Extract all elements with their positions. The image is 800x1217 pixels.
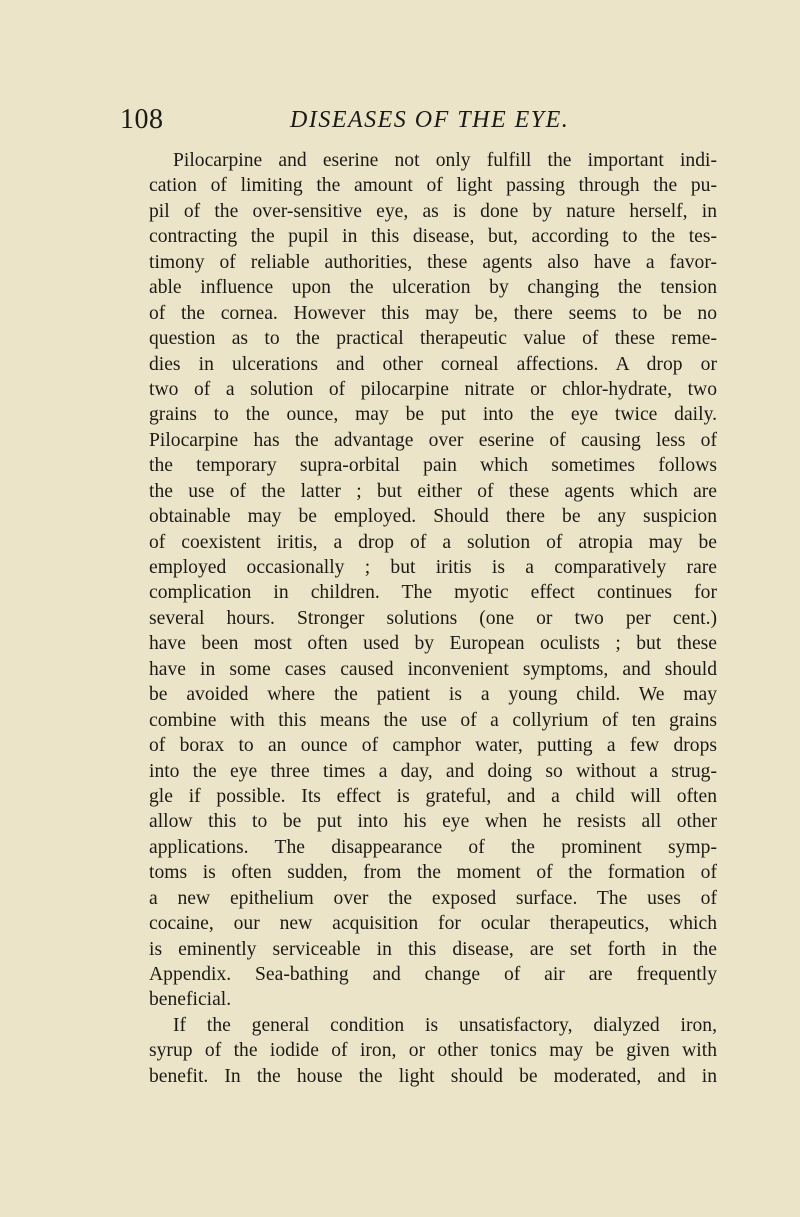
text-line: Pilocarpine has the advantage over eserine of causing less of (149, 429, 717, 451)
text-line: of the cornea. However this may be, there seems to be no (149, 302, 717, 324)
text-line: beneficial. (149, 989, 232, 1011)
text-line: of coexistent iritis, a drop of a solution of atropia may be (149, 531, 717, 553)
body-text (149, 148, 717, 1089)
text-line: the use of the latter ; but either of these agents which are (149, 480, 717, 502)
text-line: cation of limiting the amount of light passing through the pu- (149, 175, 717, 197)
text-line: toms is often sudden, from the moment of the formation of (149, 862, 717, 884)
text-line: obtainable may be employed. Should there be any suspicion (149, 506, 717, 528)
text-line: benefit. In the house the light should be moderated, and in (149, 1065, 717, 1087)
text-line: two of a solution of pilocarpine nitrate or chlor-hydrate, two (149, 378, 717, 400)
text-line: complication in children. The myotic effect continues for (149, 582, 717, 604)
text-line: applications. The disappearance of the prominent symp- (149, 836, 717, 858)
text-line: pil of the over-sensitive eye, as is done by nature herself, in (149, 200, 717, 222)
text-line: dies in ulcerations and other corneal affections. A drop or (149, 353, 717, 375)
text-line: into the eye three times a day, and doing so without a strug- (149, 760, 717, 782)
text-line: combine with this means the use of a collyrium of ten grains (149, 709, 717, 731)
text-line: a new epithelium over the exposed surface. The uses of (149, 887, 717, 909)
text-line: gle if possible. Its effect is grateful, and a child will often (149, 785, 717, 807)
text-line: be avoided where the patient is a young child. We may (149, 684, 717, 706)
text-line: syrup of the iodide of iron, or other tonics may be given with (149, 1040, 717, 1062)
text-line: the temporary supra-orbital pain which sometimes follows (149, 455, 717, 477)
text-line: question as to the practical therapeutic value of these reme- (149, 328, 717, 350)
text-line: have in some cases caused inconvenient symptoms, and should (149, 658, 717, 680)
text-line: have been most often used by European oculists ; but these (149, 633, 717, 655)
text-line: cocaine, our new acquisition for ocular therapeutics, which (149, 913, 717, 935)
page-number: 108 (120, 104, 164, 135)
text-line: If the general condition is unsatisfactory, dialyzed iron, (173, 1014, 717, 1036)
running-head (120, 100, 740, 140)
text-line: able influence upon the ulceration by changing the tension (149, 277, 717, 299)
text-line: Pilocarpine and eserine not only fulfill the important indi- (173, 150, 717, 171)
text-line: grains to the ounce, may be put into the eye twice daily. (149, 404, 717, 426)
text-line: Appendix. Sea-bathing and change of air are frequently (149, 964, 717, 985)
text-line: contracting the pupil in this disease, but, according to the tes- (149, 226, 717, 248)
text-line: timony of reliable authorities, these agents also have a favor- (149, 251, 717, 273)
paragraph-2 (149, 1013, 717, 1089)
text-line: several hours. Stronger solutions (one or two per cent.) (149, 607, 717, 629)
text-line: of borax to an ounce of camphor water, putting a few drops (149, 735, 717, 757)
paragraph-1 (149, 148, 717, 1013)
running-title: DISEASES OF THE EYE. (290, 107, 570, 133)
text-line: employed occasionally ; but iritis is a comparatively rare (149, 557, 717, 578)
text-line: allow this to be put into his eye when he resists all other (149, 811, 717, 833)
text-line: is eminently serviceable in this disease, are set forth in the (149, 938, 717, 960)
